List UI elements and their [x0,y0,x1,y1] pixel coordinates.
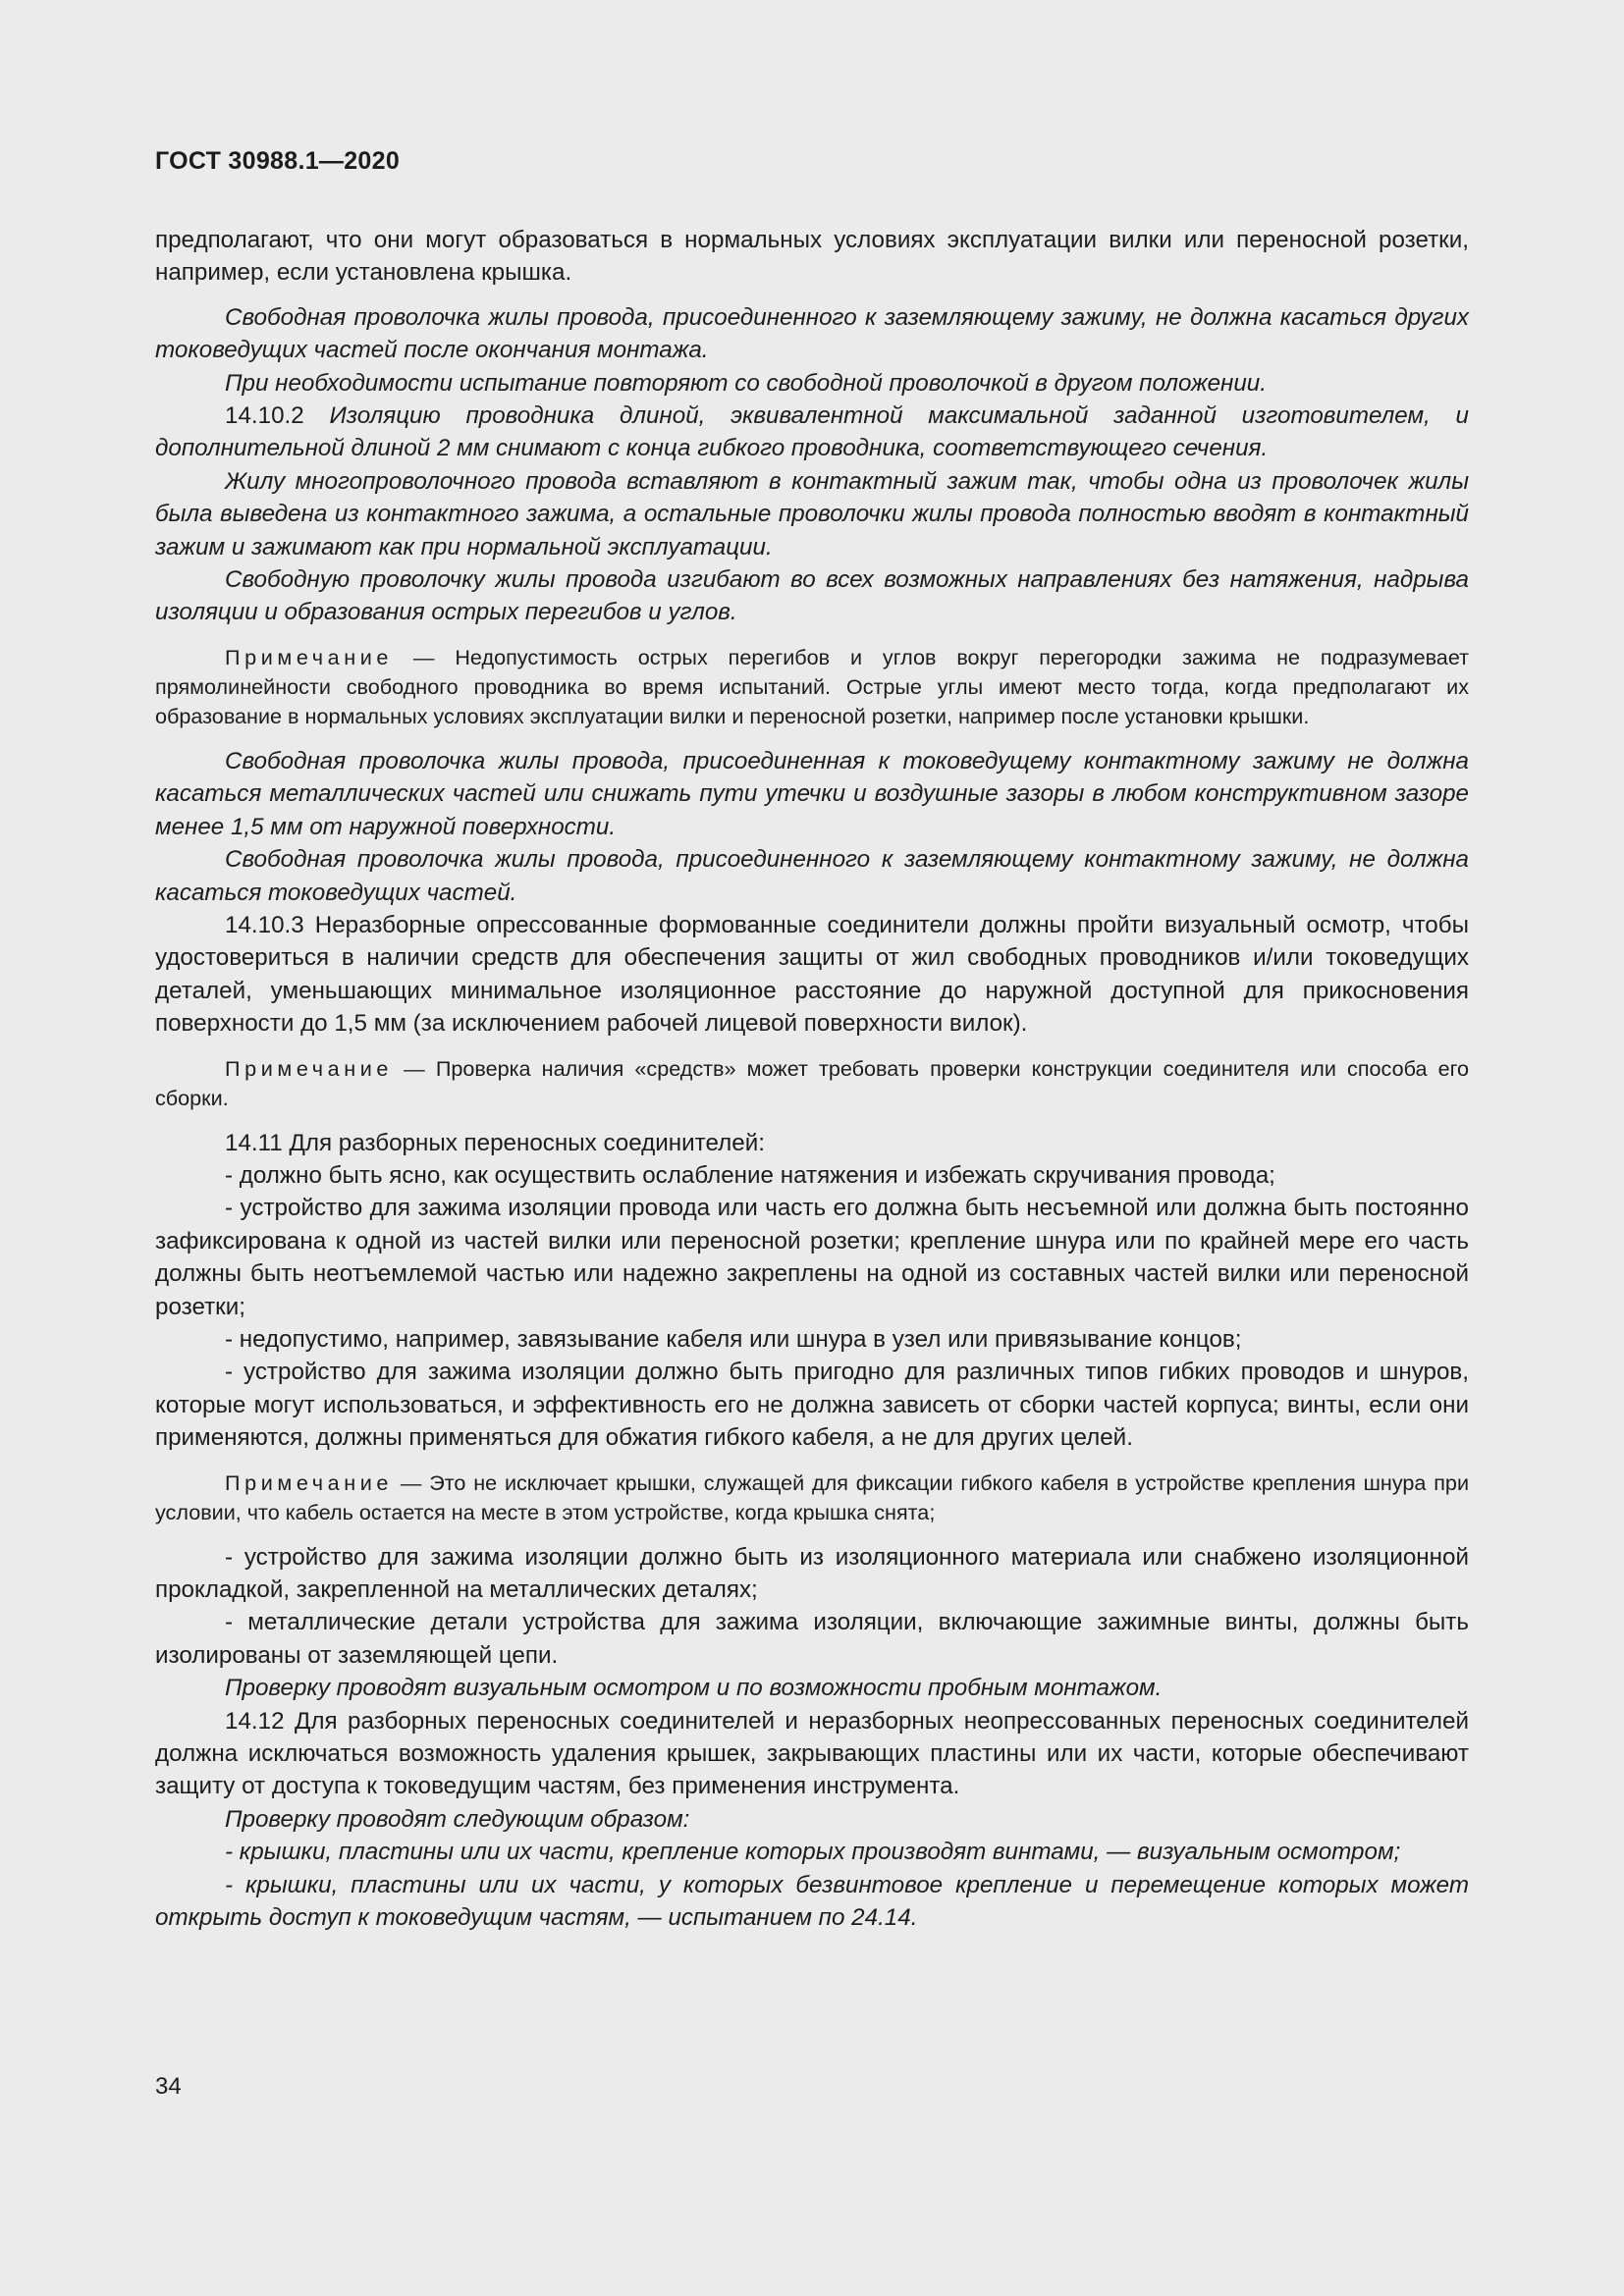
note-text: — Проверка наличия «средств» может требовать проверки конструкции соединителя или способа его сборки. [155,1055,1469,1110]
clause-14-10-2 [155,400,1469,465]
paragraph-test-repeat: При необходимости испытание повторяют со свободной проволочкой в другом положении. [225,369,1267,397]
note-text: — Недопустимость острых перегибов и углов вокруг перегородки зажима не подразумевает прямолинейности свободного проводника во время испытаний. Острые углы имеют место тогда, когда предполагают их образование в нормальных условиях эксплуатации вилки и переносной розетки, например после установки крышки. [155,644,1469,728]
clause-14-12: 14.12 Для разборных переносных соединителей и неразборных неопрессованных переносных соединителей должна исключаться возможность удаления крышек, закрывающих пластины или их части, которые обеспечивают защиту от доступа к токоведущим частям, без применения инструмента. [155,1707,1469,1800]
note-label: Примечание [225,1469,393,1495]
document-body [155,224,1469,1934]
paragraph-procedure: Свободную проволочку жилы провода изгибают во всех возможных направлениях без натяжения, надрыва изоляции и образования острых перегибов и углов. [155,566,1469,626]
list-item: - устройство для зажима изоляции должно быть пригодно для различных типов гибких проводов и шнуров, которые могут использоваться, и эффективность его не должна зависеть от сборки частей корпуса; винты, если они применяются, должны применяться для обжатия гибкого кабеля, а не для других целей. [155,1359,1469,1452]
paragraph-procedure: Жилу многопроволочного провода вставляют в контактный зажим так, чтобы одна из проволочек жилы была выведена из контактного зажима, а остальные проволочки жилы провода полностью вводят в контактный зажим и зажимают как при нормальной эксплуатации. [155,467,1469,561]
clause-text: Изоляцию проводника длиной, эквивалентной максимальной заданной изготовителем, и дополнительной длиной 2 мм снимают с конца гибкого проводника, соответствующего сечения. [155,402,1469,462]
paragraph-requirement: Свободная проволочка жилы провода, присоединенного к заземляющему контактному зажиму, не должна касаться токоведущих частей. [155,846,1469,906]
paragraph-check-method: Проверку проводят следующим образом: [225,1805,690,1833]
note-2 [155,1054,1469,1113]
note-label: Примечание [225,1055,393,1081]
list-item: - крышки, пластины или их части, у которых безвинтовое крепление и перемещение которых может открыть доступ к токоведущим частям, — испытанием по 24.14. [155,1871,1469,1932]
list-item: - крышки, пластины или их части, крепление которых производят винтами, — визуальным осмотром; [225,1839,1401,1866]
list-item: - металлические детали устройства для зажима изоляции, включающие зажимные винты, должны быть изолированы от заземляющей цепи. [155,1609,1469,1669]
clause-number: 14.10.2 [225,402,304,430]
list-item: - недопустимо, например, завязывание кабеля или шнура в узел или привязывание концов; [225,1325,1242,1353]
list-item: - устройство для зажима изоляции провода или часть его должна быть несъемной или должна быть постоянно зафиксирована к одной из частей вилки или переносной розетки; крепление шнура или по крайней мере его часть должны быть неотъемлемой частью или надежно закреплены на одной из составных частей вилки или переносной розетки; [155,1195,1469,1320]
paragraph-requirement: Свободная проволочка жилы провода, присоединенного к заземляющему зажиму, не должна касаться других токоведущих частей после окончания монтажа. [155,303,1469,364]
note-label: Примечание [225,644,393,669]
clause-14-11: 14.11 Для разборных переносных соединителей: [225,1129,765,1156]
paragraph-requirement: Свободная проволочка жилы провода, присоединенная к токоведущему контактному зажиму не должна касаться металлических частей или снижать пути утечки и воздушные зазоры в любом конструктивном зазоре менее 1,5 мм от наружной поверхности. [155,747,1469,840]
clause-14-10-3: 14.10.3 Неразборные опрессованные формованные соединители должны пройти визуальный осмотр, чтобы удостовериться в наличии средств для обеспечения защиты от жил свободных проводников и/или токоведущих деталей, уменьшающих минимальное изоляционное расстояние до наружной доступной для прикосновения поверхности до 1,5 мм (за исключением рабочей лицевой поверхности вилок). [155,911,1469,1038]
note-3 [155,1468,1469,1527]
page-number: 34 [155,2073,182,2100]
document-id-header: ГОСТ 30988.1—2020 [155,147,401,175]
list-item: - устройство для зажима изоляции должно быть из изоляционного материала или снабжено изоляционной прокладкой, закрепленной на металлических деталях; [155,1543,1469,1603]
paragraph-check-method: Проверку проводят визуальным осмотром и по возможности пробным монтажом. [225,1675,1163,1702]
note-text: — Это не исключает крышки, служащей для фиксации гибкого кабеля в устройстве крепления шнура при условии, что кабель остается на месте в этом устройстве, когда крышка снята; [155,1469,1470,1524]
list-item: - должно быть ясно, как осуществить ослабление натяжения и избежать скручивания провода; [225,1161,1275,1189]
note-1 [155,643,1469,731]
paragraph-continuation: предполагают, что они могут образоваться в нормальных условиях эксплуатации вилки или переносной розетки, например, если установлена крышка. [155,227,1469,287]
